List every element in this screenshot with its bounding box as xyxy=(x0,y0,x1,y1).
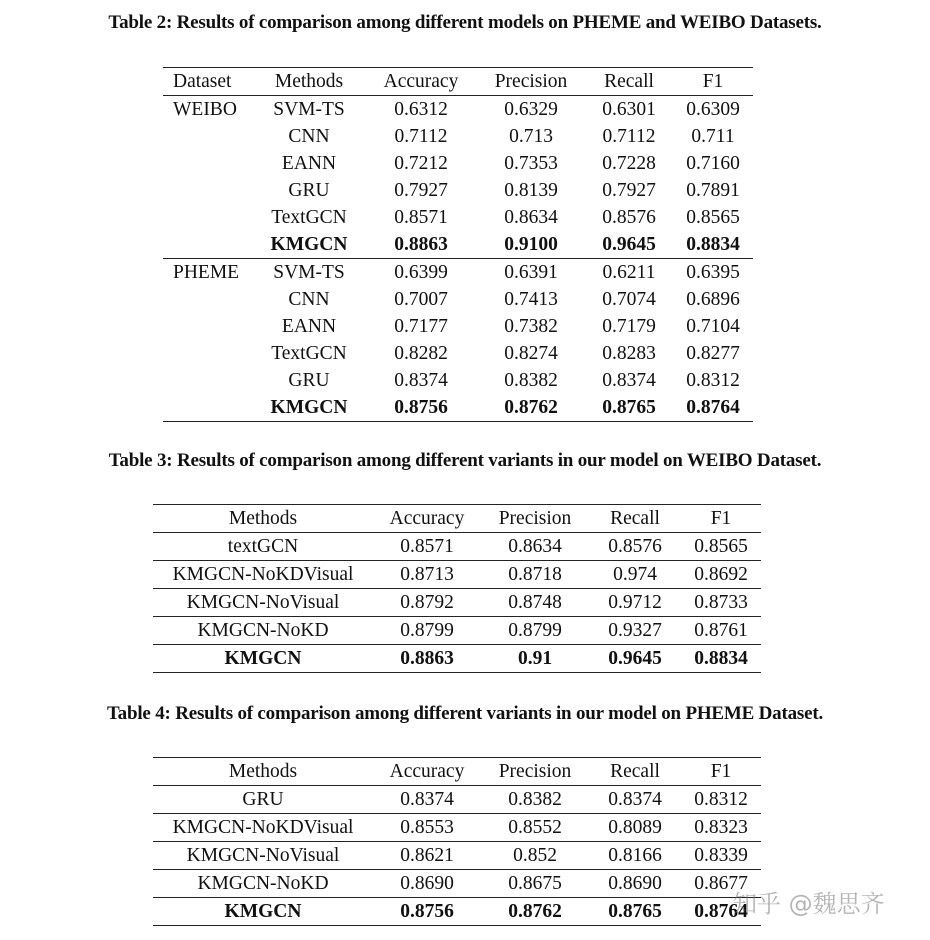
method-cell: KMGCN xyxy=(270,233,348,255)
value-cell: 0.9712 xyxy=(589,589,681,617)
table-row-best xyxy=(153,898,761,926)
table-row xyxy=(153,617,761,645)
method-cell: EANN xyxy=(281,152,337,174)
value-cell: 0.8571 xyxy=(394,206,448,228)
value-cell: 0.8765 xyxy=(602,396,656,418)
value-cell: 0.8756 xyxy=(394,396,448,418)
table-row xyxy=(163,96,753,124)
table-row xyxy=(163,259,753,287)
value-cell: 0.8571 xyxy=(373,533,481,561)
value-cell: 0.8382 xyxy=(481,786,589,814)
column-header: Recall xyxy=(604,70,654,92)
value-cell: 0.713 xyxy=(509,125,553,147)
value-cell: 0.7353 xyxy=(504,152,558,174)
column-header: Recall xyxy=(610,760,660,782)
method-cell: TextGCN xyxy=(271,342,347,364)
table2-header-row xyxy=(163,68,753,96)
method-cell: KMGCN-NoVisual xyxy=(153,842,373,870)
method-cell: KMGCN xyxy=(270,396,348,418)
value-cell: 0.91 xyxy=(481,645,589,673)
value-cell: 0.9645 xyxy=(589,645,681,673)
value-cell: 0.8675 xyxy=(481,870,589,898)
value-cell: 0.8834 xyxy=(681,645,761,673)
value-cell: 0.8283 xyxy=(602,342,656,364)
value-cell: 0.7007 xyxy=(394,288,448,310)
value-cell: 0.8576 xyxy=(589,533,681,561)
table-row-best xyxy=(163,231,753,259)
value-cell: 0.7177 xyxy=(394,315,448,337)
value-cell: 0.6395 xyxy=(686,261,740,283)
value-cell: 0.8565 xyxy=(686,206,740,228)
value-cell: 0.711 xyxy=(691,125,735,147)
table-row xyxy=(153,842,761,870)
method-cell: EANN xyxy=(281,315,337,337)
method-cell: GRU xyxy=(288,179,330,201)
value-cell: 0.8565 xyxy=(681,533,761,561)
value-cell: 0.8762 xyxy=(504,396,558,418)
value-cell: 0.7382 xyxy=(504,315,558,337)
value-cell: 0.7413 xyxy=(504,288,558,310)
table-row xyxy=(163,286,753,313)
value-cell: 0.7179 xyxy=(602,315,656,337)
table-row xyxy=(163,123,753,150)
method-cell: KMGCN xyxy=(153,645,373,673)
value-cell: 0.8748 xyxy=(481,589,589,617)
dataset-label: WEIBO xyxy=(173,98,237,120)
value-cell: 0.6309 xyxy=(686,98,740,120)
value-cell: 0.8713 xyxy=(373,561,481,589)
column-header: Methods xyxy=(228,760,298,782)
value-cell: 0.8339 xyxy=(681,842,761,870)
column-header: Recall xyxy=(610,507,660,529)
method-cell: SVM-TS xyxy=(273,98,345,120)
value-cell: 0.6329 xyxy=(504,98,558,120)
table-row xyxy=(153,814,761,842)
value-cell: 0.9100 xyxy=(504,233,558,255)
value-cell: 0.8764 xyxy=(686,396,740,418)
dataset-label: PHEME xyxy=(173,261,240,283)
table-row xyxy=(163,340,753,367)
method-cell: CNN xyxy=(288,288,330,310)
column-header: Accuracy xyxy=(389,507,465,529)
table-row xyxy=(163,313,753,340)
method-cell: CNN xyxy=(288,125,330,147)
table-row xyxy=(153,589,761,617)
method-cell: KMGCN-NoKD xyxy=(153,617,373,645)
table-row xyxy=(153,786,761,814)
method-cell: GRU xyxy=(153,786,373,814)
value-cell: 0.8863 xyxy=(373,645,481,673)
value-cell: 0.8762 xyxy=(481,898,589,926)
value-cell: 0.8312 xyxy=(681,786,761,814)
table3-caption: Table 3: Results of comparison among different variants in our model on WEIBO Dataset. xyxy=(108,450,822,471)
value-cell: 0.7112 xyxy=(602,125,656,147)
value-cell: 0.8277 xyxy=(686,342,740,364)
value-cell: 0.8621 xyxy=(373,842,481,870)
value-cell: 0.7104 xyxy=(686,315,740,337)
method-cell: KMGCN xyxy=(153,898,373,926)
value-cell: 0.8374 xyxy=(394,369,448,391)
value-cell: 0.852 xyxy=(481,842,589,870)
value-cell: 0.8089 xyxy=(589,814,681,842)
method-cell: KMGCN-NoKDVisual xyxy=(153,561,373,589)
value-cell: 0.8274 xyxy=(504,342,558,364)
column-header: F1 xyxy=(710,760,732,782)
column-header: Precision xyxy=(498,760,572,782)
value-cell: 0.8677 xyxy=(681,870,761,898)
table-row-best xyxy=(153,645,761,673)
value-cell: 0.8282 xyxy=(394,342,448,364)
column-header: Dataset xyxy=(173,70,232,92)
method-cell: KMGCN-NoKD xyxy=(153,870,373,898)
value-cell: 0.8634 xyxy=(481,533,589,561)
value-cell: 0.8382 xyxy=(504,369,558,391)
value-cell: 0.8690 xyxy=(589,870,681,898)
column-header: Precision xyxy=(498,507,572,529)
value-cell: 0.7074 xyxy=(602,288,656,310)
value-cell: 0.8863 xyxy=(394,233,448,255)
value-cell: 0.7160 xyxy=(686,152,740,174)
column-header: Accuracy xyxy=(383,70,459,92)
value-cell: 0.8374 xyxy=(373,786,481,814)
value-cell: 0.8166 xyxy=(589,842,681,870)
value-cell: 0.8718 xyxy=(481,561,589,589)
table-row xyxy=(153,533,761,561)
table3-header-row xyxy=(153,505,761,533)
table4 xyxy=(153,757,761,926)
table-row xyxy=(163,177,753,204)
value-cell: 0.8552 xyxy=(481,814,589,842)
value-cell: 0.8834 xyxy=(686,233,740,255)
value-cell: 0.7228 xyxy=(602,152,656,174)
value-cell: 0.8799 xyxy=(373,617,481,645)
value-cell: 0.6312 xyxy=(394,98,448,120)
method-cell: KMGCN-NoVisual xyxy=(153,589,373,617)
value-cell: 0.8553 xyxy=(373,814,481,842)
value-cell: 0.8792 xyxy=(373,589,481,617)
value-cell: 0.7927 xyxy=(394,179,448,201)
table4-header-row xyxy=(153,758,761,786)
value-cell: 0.6391 xyxy=(504,261,558,283)
value-cell: 0.8733 xyxy=(681,589,761,617)
value-cell: 0.8692 xyxy=(681,561,761,589)
table-row xyxy=(163,150,753,177)
column-header: Precision xyxy=(494,70,568,92)
table-row xyxy=(153,870,761,898)
column-header: Methods xyxy=(274,70,344,92)
value-cell: 0.8139 xyxy=(504,179,558,201)
value-cell: 0.8756 xyxy=(373,898,481,926)
value-cell: 0.8576 xyxy=(602,206,656,228)
method-cell: TextGCN xyxy=(271,206,347,228)
method-cell: GRU xyxy=(288,369,330,391)
value-cell: 0.8690 xyxy=(373,870,481,898)
value-cell: 0.6896 xyxy=(686,288,740,310)
table-row xyxy=(153,561,761,589)
column-header: F1 xyxy=(702,70,724,92)
table2-caption: Table 2: Results of comparison among different models on PHEME and WEIBO Datasets. xyxy=(108,12,822,33)
method-cell: textGCN xyxy=(153,533,373,561)
value-cell: 0.8765 xyxy=(589,898,681,926)
table-row-best xyxy=(163,394,753,422)
column-header: Accuracy xyxy=(389,760,465,782)
value-cell: 0.8374 xyxy=(589,786,681,814)
value-cell: 0.7927 xyxy=(602,179,656,201)
table-row xyxy=(163,367,753,394)
column-header: F1 xyxy=(710,507,732,529)
column-header: Methods xyxy=(228,507,298,529)
value-cell: 0.6301 xyxy=(602,98,656,120)
value-cell: 0.9645 xyxy=(602,233,656,255)
table3 xyxy=(153,504,761,673)
value-cell: 0.7891 xyxy=(686,179,740,201)
value-cell: 0.9327 xyxy=(589,617,681,645)
value-cell: 0.8799 xyxy=(481,617,589,645)
value-cell: 0.8764 xyxy=(681,898,761,926)
method-cell: SVM-TS xyxy=(273,261,345,283)
value-cell: 0.8761 xyxy=(681,617,761,645)
method-cell: KMGCN-NoKDVisual xyxy=(153,814,373,842)
table-row xyxy=(163,204,753,231)
value-cell: 0.8312 xyxy=(686,369,740,391)
value-cell: 0.8323 xyxy=(681,814,761,842)
zhihu-watermark: 知乎 @魏思齐 xyxy=(733,890,885,918)
table4-caption: Table 4: Results of comparison among different variants in our model on PHEME Dataset. xyxy=(106,703,824,724)
value-cell: 0.6211 xyxy=(602,261,656,283)
table2 xyxy=(163,67,753,422)
value-cell: 0.6399 xyxy=(394,261,448,283)
value-cell: 0.974 xyxy=(589,561,681,589)
value-cell: 0.8634 xyxy=(504,206,558,228)
value-cell: 0.7212 xyxy=(394,152,448,174)
value-cell: 0.7112 xyxy=(394,125,448,147)
value-cell: 0.8374 xyxy=(602,369,656,391)
